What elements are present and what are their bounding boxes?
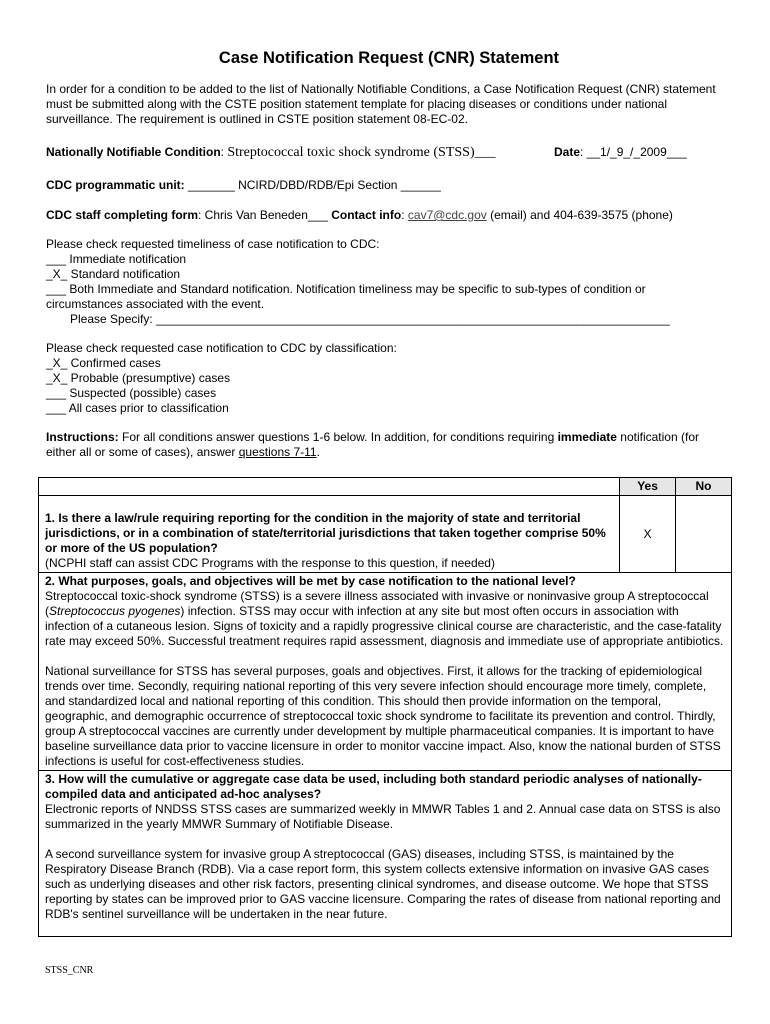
- date-value: : __1/_9_/_2009___: [580, 145, 687, 159]
- classification-probable: _X_ Probable (presumptive) cases: [46, 371, 231, 385]
- questions-link[interactable]: questions 7-11: [238, 445, 317, 459]
- q1-yes-cell[interactable]: X: [620, 496, 676, 573]
- instructions-immediate: immediate: [557, 430, 617, 444]
- document-title: Case Notification Request (CNR) Statement: [218, 49, 560, 67]
- table-row: [39, 496, 732, 573]
- contact-email-link[interactable]: cav7@cdc.gov: [407, 208, 487, 222]
- condition-line: Nationally Notifiable Condition: Streptococcal toxic shock syndrome (STSS)___ Date: __1/_9_/_2009___: [46, 145, 687, 160]
- timeliness-standard: _X_ Standard notification: [46, 267, 181, 281]
- cdc-unit-value: _______ NCIRD/DBD/RDB/Epi Section ______: [184, 178, 441, 192]
- q1-note: (NCPHI staff can assist CDC Programs with the response to this question, if needed): [45, 556, 495, 570]
- classification-section: [46, 341, 732, 416]
- q2-p1-end: ) infection. STSS may occur with infection at any site but most often occurs in association with infection of a cutaneous lesion. Signs of toxicity and a rapidly progressive clinical course are characteristic, and the case-fatality rate may exceed 50%. Successful treatment requires rapid assessment, diagnosis and immediate use of appropriate antibiotics.: [45, 604, 724, 648]
- header-no: No: [676, 478, 732, 496]
- header-blank-cell: [39, 478, 620, 496]
- questions-table: [38, 477, 732, 937]
- q2-paragraph-2: National surveillance for STSS has several purposes, goals and objectives. First, it allows for the tracking of epidemiological trends over time. Secondly, requiring national reporting of this very severe infection should encourage more timely, complete, and standardized local and national reporting of this condition. This should then provide information on the temporal, geographic, and demographic occurrence of streptococcal toxic shock syndrome to facilitate its prevention and control. Thirdly, group A streptococcal vaccines are currently under development by multiple pharmaceutical companies. It is important to have baseline surveillance data prior to vaccine licensure in order to monitor vaccine impact. Also, know the national burden of STSS infections is useful for cost-effectiveness studies.: [45, 664, 721, 768]
- q2-question: 2. What purposes, goals, and objectives will be met by case notification to the national level?: [45, 574, 576, 588]
- table-row: [39, 771, 732, 937]
- q3-paragraph-1: Electronic reports of NNDSS STSS cases are summarized weekly in MMWR Tables 1 and 2. Annual case data on STSS is also summarized in the yearly MMWR Summary of Notifiable Disease.: [45, 802, 721, 831]
- table-row: [39, 573, 732, 771]
- timeliness-heading: Please check requested timeliness of case notification to CDC:: [46, 237, 380, 251]
- q1-question: 1. Is there a law/rule requiring reporting for the condition in the majority of state and territorial jurisdictions, or in a combination of state/territorial jurisdictions that taken together comprise 50% or more of the US population?: [45, 511, 606, 555]
- timeliness-both: ___ Both Immediate and Standard notification. Notification timeliness may be specific to sub-types of condition or: [46, 282, 646, 296]
- q2-paragraph-1: [45, 589, 725, 649]
- timeliness-immediate: ___ Immediate notification: [46, 252, 187, 266]
- staff-line: CDC staff completing form: Chris Van Beneden___ Contact info: cav7@cdc.gov (email) and 404-639-3575 (phone): [46, 208, 673, 222]
- cdc-unit-label: CDC programmatic unit:: [46, 178, 185, 192]
- instructions-text: For all conditions answer questions 1-6 below. In addition, for conditions requiring: [118, 430, 558, 444]
- q2-p1-italic: Streptococcus pyogenes: [49, 604, 181, 618]
- timeliness-section: [46, 237, 732, 327]
- header-yes: Yes: [620, 478, 676, 496]
- contact-rest: (email) and 404-639-3575 (phone): [486, 208, 673, 222]
- classification-heading: Please check requested case notification to CDC by classification:: [46, 341, 397, 355]
- contact-label: Contact info: [331, 208, 402, 222]
- q3-cell: [39, 771, 732, 937]
- footer-label: STSS_CNR: [45, 965, 94, 976]
- timeliness-both-cont: circumstances associated with the event.: [46, 297, 265, 311]
- classification-confirmed: _X_ Confirmed cases: [46, 356, 161, 370]
- instructions-label: Instructions:: [46, 430, 119, 444]
- q1-no-cell[interactable]: [676, 496, 732, 573]
- q2-cell: [39, 573, 732, 771]
- q3-question: 3. How will the cumulative or aggregate case data be used, including both standard periodic analyses of nationally-compiled data and anticipated ad-hoc analyses?: [45, 772, 702, 801]
- specify-line: Please Specify: _____________________________________________________________________________: [70, 312, 670, 326]
- instructions-text-2: notification (for either all or some of cases), answer: [46, 430, 699, 459]
- date-label: Date: [554, 145, 581, 159]
- cdc-unit-line: [46, 178, 441, 193]
- classification-suspected: ___ Suspected (possible) cases: [46, 386, 217, 400]
- q1-cell: [39, 496, 620, 573]
- staff-value: : Chris Van Beneden___: [198, 208, 332, 222]
- table-header-row: [39, 478, 732, 496]
- condition-value: Streptococcal toxic shock syndrome (STSS)___: [227, 145, 496, 160]
- q3-paragraph-2: A second surveillance system for invasive group A streptococcal (GAS) diseases, including STSS, is maintained by the Respiratory Disease Branch (RDB). Via a case report form, this system collects extensive information on invasive GAS cases such as underlying diseases and other risk factors, presenting clinical syndromes, and disease outcome. We hope that STSS reporting by states can be improved prior to GAS vaccine licensure. Comparing the rates of disease from national reporting and RDB's sentinel surveillance will be undertaken in the near future.: [45, 847, 721, 921]
- instructions-paragraph: [46, 430, 732, 460]
- staff-label: CDC staff completing form: [46, 208, 199, 222]
- classification-all: ___ All cases prior to classification: [46, 401, 229, 415]
- instructions-end: .: [316, 445, 320, 459]
- condition-label: Nationally Notifiable Condition: [46, 145, 221, 159]
- intro-paragraph: In order for a condition to be added to the list of Nationally Notifiable Conditions, a Case Notification Request (CNR) statement must be submitted along with the CSTE position statement template for placing diseases or conditions under national surveillance. The requirement is outlined in CSTE position statement 08-EC-02.: [46, 82, 716, 126]
- q2-p1-start: Streptococcal toxic-shock syndrome (STSS) is a severe illness associated with invasive or noninvasive group A streptococcal (: [45, 589, 709, 618]
